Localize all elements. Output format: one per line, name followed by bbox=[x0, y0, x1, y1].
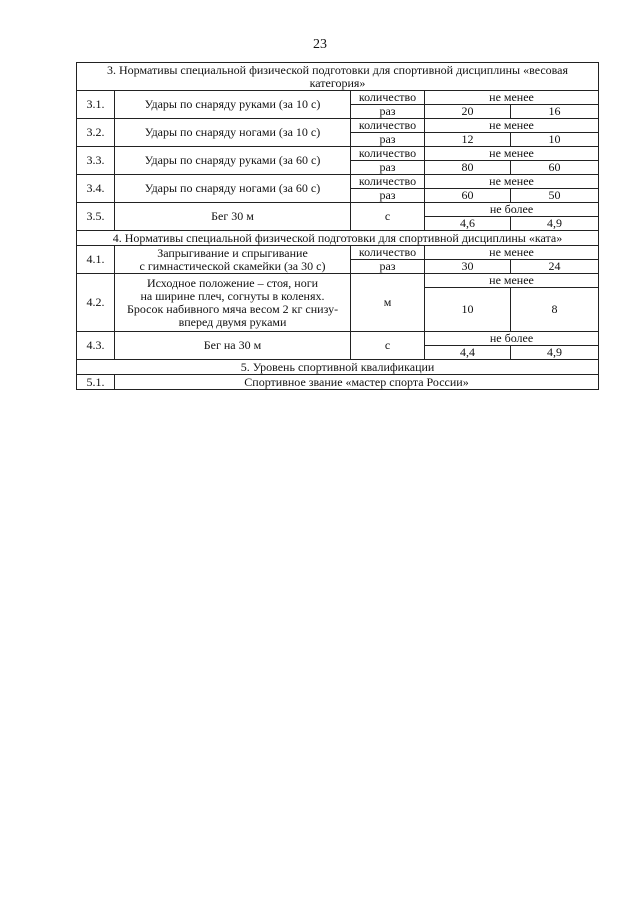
row-unit: с bbox=[351, 203, 425, 231]
row-qualifier: не более bbox=[425, 332, 599, 346]
section-header bbox=[77, 360, 599, 375]
row-unit-bottom: раз bbox=[351, 189, 425, 203]
row-value-1: 20 bbox=[425, 105, 511, 119]
row-value-1: 10 bbox=[425, 288, 511, 332]
row-unit-top: количество bbox=[351, 175, 425, 189]
row-qualifier: не менее bbox=[425, 91, 599, 105]
row-name-line: Запрыгивание и спрыгивание bbox=[157, 245, 308, 260]
row-number: 4.2. bbox=[77, 274, 115, 332]
row-number: 3.2. bbox=[77, 119, 115, 147]
row-unit-top: количество bbox=[351, 119, 425, 133]
row-name-line: с гимнастической скамейки (за 30 с) bbox=[139, 258, 326, 273]
row-name: Удары по снаряду ногами (за 60 с) bbox=[115, 175, 351, 203]
row-unit-top: количество bbox=[351, 147, 425, 161]
table-row bbox=[77, 274, 599, 288]
table-row bbox=[77, 119, 599, 133]
row-name: Спортивное звание «мастер спорта России» bbox=[115, 375, 599, 390]
row-qualifier: не менее bbox=[425, 119, 599, 133]
table-row bbox=[77, 246, 599, 260]
row-unit-bottom: раз bbox=[351, 105, 425, 119]
row-value-1: 60 bbox=[425, 189, 511, 203]
row-name: Удары по снаряду ногами (за 10 с) bbox=[115, 119, 351, 147]
row-name-line: Исходное положение – стоя, ноги bbox=[146, 275, 319, 290]
table-row bbox=[77, 147, 599, 161]
row-value-2: 10 bbox=[511, 133, 599, 147]
row-number: 3.4. bbox=[77, 175, 115, 203]
row-value-1: 4,4 bbox=[425, 346, 511, 360]
row-name: Удары по снаряду руками (за 60 с) bbox=[115, 147, 351, 175]
row-number: 3.1. bbox=[77, 91, 115, 119]
row-qualifier: не менее bbox=[425, 147, 599, 161]
row-number: 3.5. bbox=[77, 203, 115, 231]
row-unit-bottom: раз bbox=[351, 161, 425, 175]
page-number: 23 bbox=[313, 37, 327, 52]
row-number: 5.1. bbox=[77, 375, 115, 390]
row-value-1: 12 bbox=[425, 133, 511, 147]
standards-table bbox=[76, 62, 599, 390]
row-qualifier: не более bbox=[425, 203, 599, 217]
table-row bbox=[77, 175, 599, 189]
section-header bbox=[77, 63, 599, 91]
table-row bbox=[77, 91, 599, 105]
row-qualifier: не менее bbox=[425, 274, 599, 288]
section-title: 3. Нормативы специальной физической подготовки для спортивной дисциплины «весовая категория» bbox=[77, 63, 599, 91]
row-name-line: Бросок набивного мяча весом 2 кг снизу- bbox=[126, 301, 339, 316]
row-value-1: 30 bbox=[425, 260, 511, 274]
row-value-2: 50 bbox=[511, 189, 599, 203]
row-number: 4.3. bbox=[77, 332, 115, 360]
section-header bbox=[77, 231, 599, 246]
table-row bbox=[77, 203, 599, 217]
row-unit: м bbox=[351, 274, 425, 332]
row-name: Бег 30 м bbox=[115, 203, 351, 231]
row-number: 3.3. bbox=[77, 147, 115, 175]
row-value-2: 16 bbox=[511, 105, 599, 119]
row-unit: с bbox=[351, 332, 425, 360]
section-title: 4. Нормативы специальной физической подготовки для спортивной дисциплины «ката» bbox=[77, 231, 599, 246]
row-qualifier: не менее bbox=[425, 246, 599, 260]
table-row bbox=[77, 332, 599, 346]
table-row bbox=[77, 375, 599, 390]
row-unit-bottom: раз bbox=[351, 133, 425, 147]
row-value-2: 8 bbox=[511, 288, 599, 332]
row-value-2: 4,9 bbox=[511, 346, 599, 360]
row-unit-bottom: раз bbox=[351, 260, 425, 274]
row-name-line: на ширине плеч, согнуты в коленях. bbox=[140, 288, 325, 303]
row-value-1: 80 bbox=[425, 161, 511, 175]
row-name bbox=[115, 274, 351, 332]
section-title: 5. Уровень спортивной квалификации bbox=[77, 360, 599, 375]
row-name-line: вперед двумя руками bbox=[178, 314, 287, 329]
row-name bbox=[115, 246, 351, 274]
row-value-2: 4,9 bbox=[511, 217, 599, 231]
row-unit-top: количество bbox=[351, 91, 425, 105]
row-qualifier: не менее bbox=[425, 175, 599, 189]
row-unit-top: количество bbox=[351, 246, 425, 260]
row-value-2: 24 bbox=[511, 260, 599, 274]
row-value-2: 60 bbox=[511, 161, 599, 175]
row-name: Удары по снаряду руками (за 10 с) bbox=[115, 91, 351, 119]
row-value-1: 4,6 bbox=[425, 217, 511, 231]
row-number: 4.1. bbox=[77, 246, 115, 274]
row-name: Бег на 30 м bbox=[115, 332, 351, 360]
